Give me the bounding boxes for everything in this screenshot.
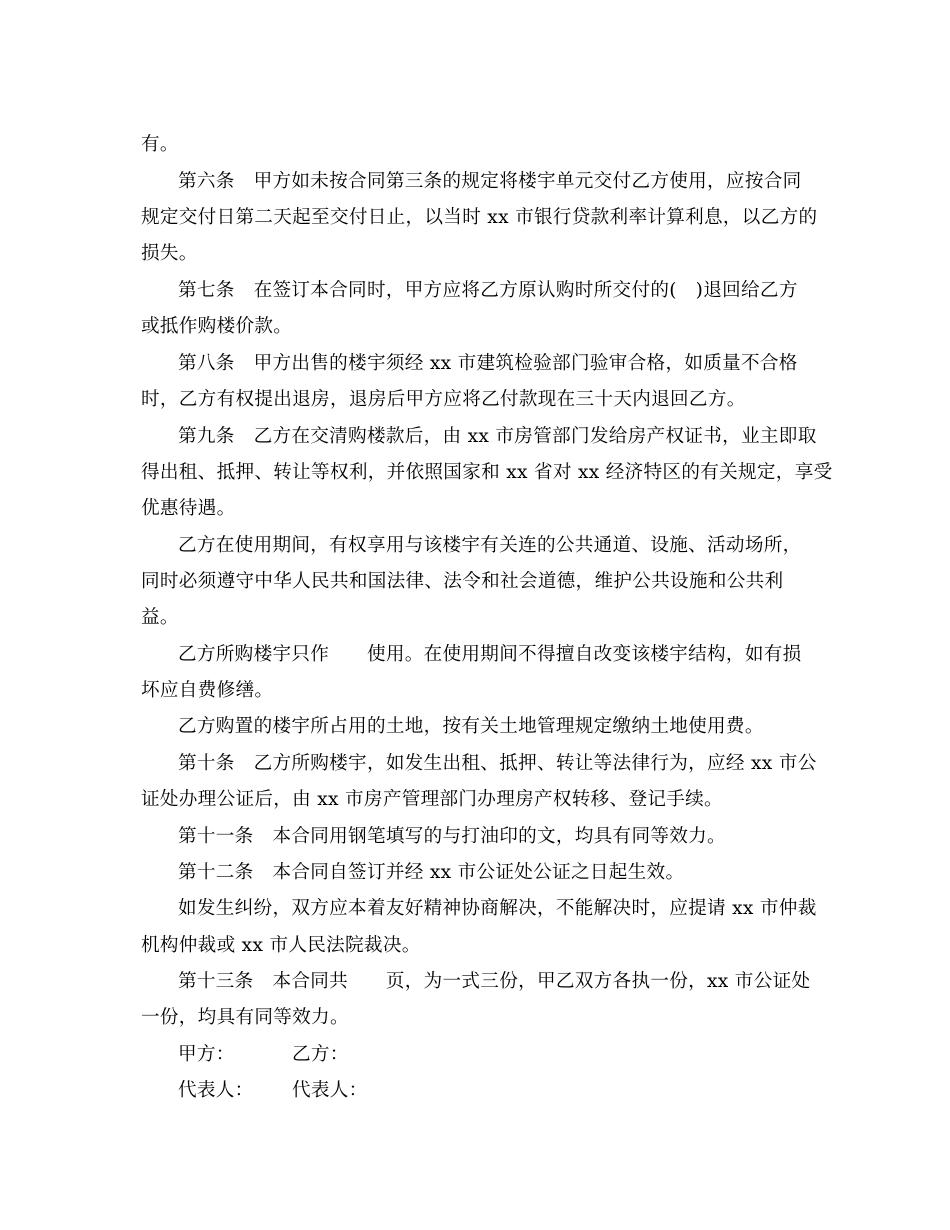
text-line: 如发生纠纷，双方应本着友好精神协商解决，不能解决时，应提请 xx 市仲裁 [178, 898, 817, 919]
text-line: 乙方所购楼宇只作 使用。在使用期间不得擅自改变该楼宇结构，如有损 [178, 644, 802, 665]
text-line: 第十一条 本合同用钢笔填写的与打油印的文，均具有同等效力。 [178, 826, 726, 847]
text-line: 证处办理公证后，由 xx 市房产管理部门办理房产权转移、登记手续。 [141, 789, 723, 810]
text-line: 第十二条 本合同自签订并经 xx 市公证处公证之日起生效。 [178, 862, 685, 883]
text-line: 第七条 在签订本合同时，甲方应将乙方原认购时所交付的( )退回给乙方 [178, 280, 798, 301]
text-line: 第六条 甲方如未按合同第三条的规定将楼宇单元交付乙方使用，应按合同 [178, 171, 802, 192]
party-a-label: 甲方： [178, 1044, 235, 1065]
representative-a-label: 代表人： [178, 1080, 254, 1101]
text-line: 第十三条 本合同共 页，为一式三份，甲乙双方各执一份，xx 市公证处 [178, 971, 811, 992]
text-line: 规定交付日第二天起至交付日止，以当时 xx 市银行贷款利率计算利息，以乙方的 [141, 207, 818, 228]
text-line: 第九条 乙方在交清购楼款后，由 xx 市房管部门发给房产权证书，业主即取 [178, 426, 817, 447]
party-b-label: 乙方： [292, 1044, 349, 1065]
text-line: 乙方在使用期间，有权享用与该楼宇有关连的公共通道、设施、活动场所， [178, 535, 802, 556]
text-line: 损失。 [141, 243, 198, 264]
text-line: 第十条 乙方所购楼宇，如发生出租、抵押、转让等法律行为，应经 xx 市公 [178, 753, 817, 774]
text-line: 同时必须遵守中华人民共和国法律、法令和社会道德，维护公共设施和公共利 [141, 571, 784, 592]
text-line: 第八条 甲方出售的楼宇须经 xx 市建筑检验部门验审合格，如质量不合格 [178, 353, 798, 374]
representative-b-label: 代表人： [292, 1080, 368, 1101]
text-line: 乙方购置的楼宇所占用的土地，按有关土地管理规定缴纳土地使用费。 [178, 716, 764, 737]
text-line: 优惠待遇。 [141, 498, 236, 519]
text-line: 一份，均具有同等效力。 [141, 1007, 349, 1028]
text-line: 坏应自费修缮。 [141, 680, 274, 701]
text-line: 或抵作购楼价款。 [141, 316, 293, 337]
text-line: 得出租、抵押、转让等权利，并依照国家和 xx 省对 xx 经济特区的有关规定，享受 [141, 462, 833, 483]
text-line: 机构仲裁或 xx 市人民法院裁决。 [141, 935, 421, 956]
text-line: 有。 [141, 134, 179, 155]
text-line: 益。 [141, 607, 179, 628]
text-line: 时，乙方有权提出退房，退房后甲方应将乙付款现在三十天内退回乙方。 [141, 389, 746, 410]
